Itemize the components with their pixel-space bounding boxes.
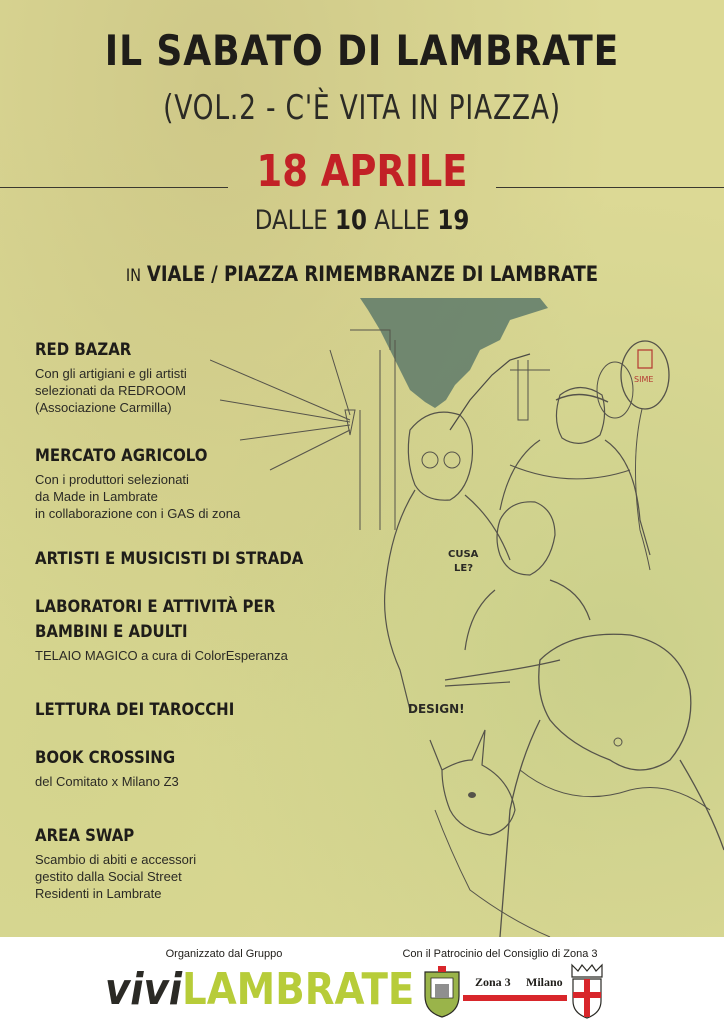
hours-from: 10 (335, 205, 367, 236)
hours-to: 19 (437, 205, 470, 236)
footer-sponsors (0, 937, 724, 1024)
event-title: BOOK CROSSING (35, 748, 176, 768)
speech-bubble-2: LE? (454, 563, 474, 574)
event-title: MERCATO AGRICOLO (35, 446, 208, 466)
event-mercato-agricolo (35, 444, 365, 522)
speech-bubble-1: CUSA (448, 549, 479, 560)
sponsor-red-bar (463, 995, 567, 1001)
event-date: 18 APRILE (256, 146, 468, 197)
patron-label: Con il Patrocinio del Consiglio di Zona 3 (402, 948, 598, 960)
zona-label: Zona 3 (475, 975, 511, 989)
event-description (35, 647, 365, 664)
event-desc-line: da Made in Lambrate (35, 489, 158, 504)
milano-label: Milano (526, 975, 563, 989)
event-desc-line: Con gli artigiani e gli artisti (35, 366, 187, 381)
event-title-line2: BAMBINI E ADULTI (35, 622, 188, 642)
location-in: IN (125, 266, 142, 286)
event-desc-line: in collaborazione con i GAS di zona (35, 506, 241, 521)
event-title: RED BAZAR (35, 340, 132, 360)
sky-shape (360, 298, 548, 408)
zona3-crest-icon (421, 964, 463, 1018)
event-description (35, 471, 365, 522)
organizer-label: Organizzato dal Gruppo (165, 948, 283, 960)
logo-part-vivi: vivi (105, 964, 183, 1015)
balloon-label: SIME (634, 375, 654, 384)
location-viale: VIALE (146, 262, 206, 286)
event-tarocchi (35, 698, 365, 723)
event-description (35, 365, 365, 416)
event-book-crossing (35, 746, 365, 790)
event-laboratori (35, 595, 365, 664)
event-title: LETTURA DEI TAROCCHI (35, 700, 235, 720)
hours-mid: ALLE (374, 205, 431, 236)
event-desc-line: gestito dalla Social Street (35, 869, 182, 884)
vivilambrate-logo (105, 963, 414, 1017)
event-area-swap (35, 824, 365, 902)
event-desc-line: Con i produttori selezionati (35, 472, 189, 487)
event-desc-line: (Associazione Carmilla) (35, 400, 172, 415)
event-red-bazar (35, 338, 365, 416)
milano-crest-icon (568, 961, 606, 1019)
event-title: LABORATORI E ATTIVITÀ PER (35, 597, 276, 617)
event-hours (54, 205, 669, 236)
event-description (35, 851, 365, 902)
event-title: AREA SWAP (35, 826, 135, 846)
poster-subtitle: (VOL.2 - C'È VITA IN PIAZZA) (163, 88, 561, 128)
event-desc-line: TELAIO MAGICO a cura di ColorEsperanza (35, 648, 288, 663)
event-desc-line: Scambio di abiti e accessori (35, 852, 197, 867)
poster-title: IL SABATO DI LAMBRATE (104, 26, 620, 75)
event-title: ARTISTI E MUSICISTI DI STRADA (35, 549, 304, 569)
event-desc-line: selezionati da REDROOM (35, 383, 186, 398)
location-piazza: / PIAZZA RIMEMBRANZE DI LAMBRATE (211, 262, 599, 286)
event-artisti-musicisti (35, 547, 365, 572)
event-desc-line: del Comitato x Milano Z3 (35, 774, 179, 789)
event-description (35, 773, 365, 790)
event-desc-line: Residenti in Lambrate (35, 886, 162, 901)
hours-prefix: DALLE (254, 205, 328, 236)
event-location (51, 262, 674, 286)
logo-part-lambrate: LAMBRATE (182, 964, 415, 1015)
design-shout: DESIGN! (408, 702, 465, 716)
